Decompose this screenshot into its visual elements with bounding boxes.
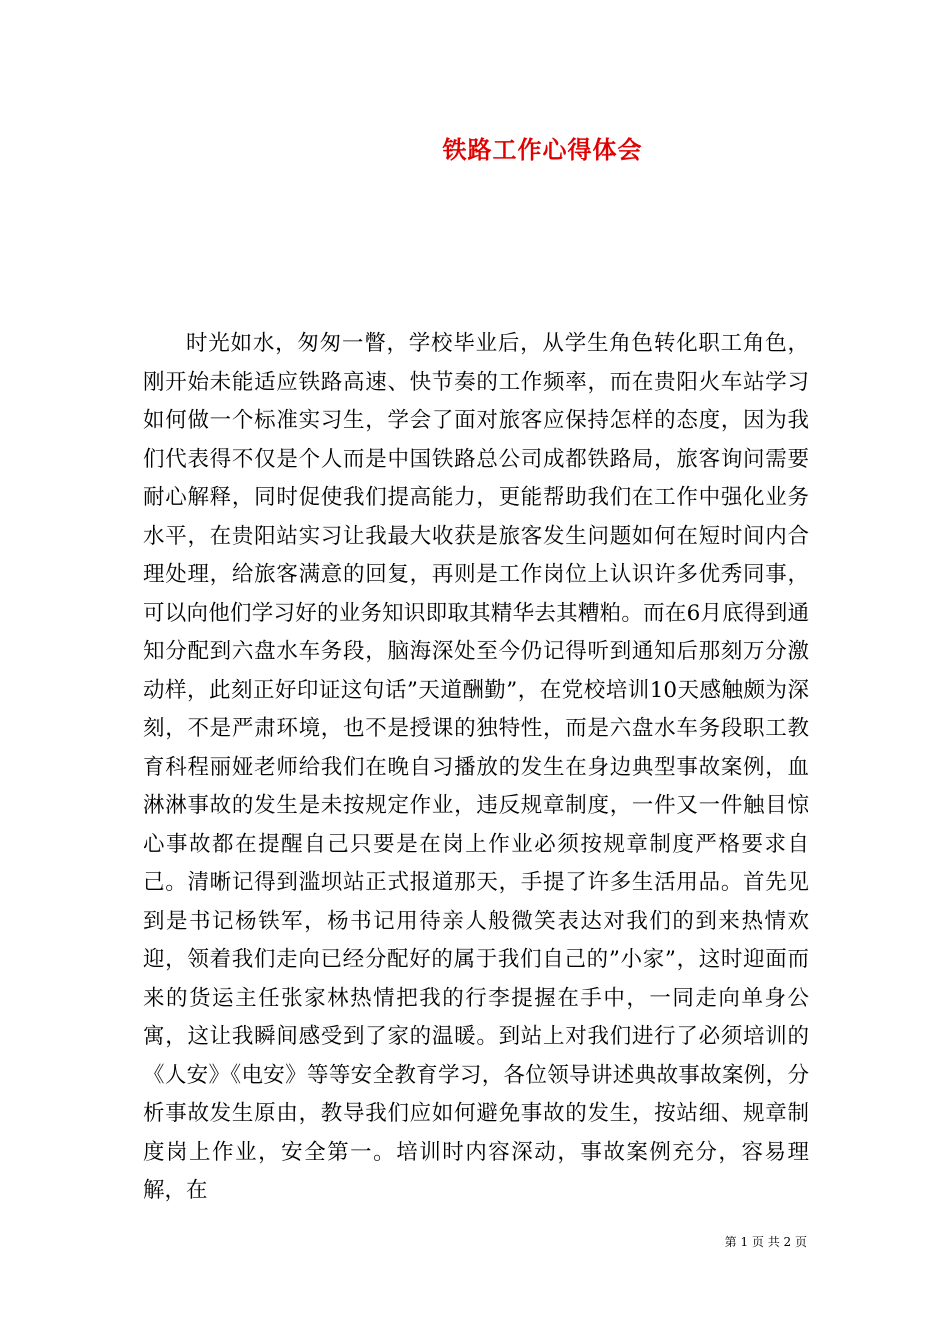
body-paragraph: 时光如水，匆匆一瞥，学校毕业后，从学生角色转化职工角色，刚开始未能适应铁路高速、快节奏的工作频率，而在贵阳火车站学习如何做一个标准实习生，学会了面对旅客应保持怎样的态度，因为我们代表得不仅是个人而是中国铁路总公司成都铁路局，旅客询问需要耐心解释，同时促使我们提高能力，更能帮助我们在工作中强化业务水平，在贵阳站实习让我最大收获是旅客发生问题如何在短时间内合理处理，给旅客满意的回复，再则是工作岗位上认识许多优秀同事，可以向他们学习好的业务知识即取其精华去其糟粕。而在6月底得到通知分配到六盘水车务段，脑海深处至今仍记得听到通知后那刻万分激动样，此刻正好印证这句话”天道酬勤”，在党校培训10天感触颇为深刻，不是严肃环境，也不是授课的独特性，而是六盘水车务段职工教育科程丽娅老师给我们在晚自习播放的发生在身边典型事故案例，血淋淋事故的发生是未按规定作业，违反规章制度，一件又一件触目惊心事故都在提醒自己只要是在岗上作业必须按规章制度严格要求自己。清晰记得到滥坝站正式报道那天，手提了许多生活用品。首先见到是书记杨铁军，杨书记用待亲人般微笑表达对我们的到来热情欢迎，领着我们走向已经分配好的属于我们自己的”小家”，这时迎面而来的货运主任张家林热情把我的行李提握在手中，一同走向单身公寓，这让我瞬间感受到了家的温暖。到站上对我们进行了必须培训的《人安》《电安》等等安全教育学习，各位领导讲述典故事故案例，分析事故发生原由，教导我们应如何避免事故的发生，按站细、规章制度岗上作业，安全第一。培训时内容深动，事故案例充分，容易理解，在	[143, 331, 809, 1203]
page-number-footer: 第 1 页 共 2 页	[724, 1235, 807, 1249]
document-title: 铁路工作心得体会	[442, 135, 643, 164]
